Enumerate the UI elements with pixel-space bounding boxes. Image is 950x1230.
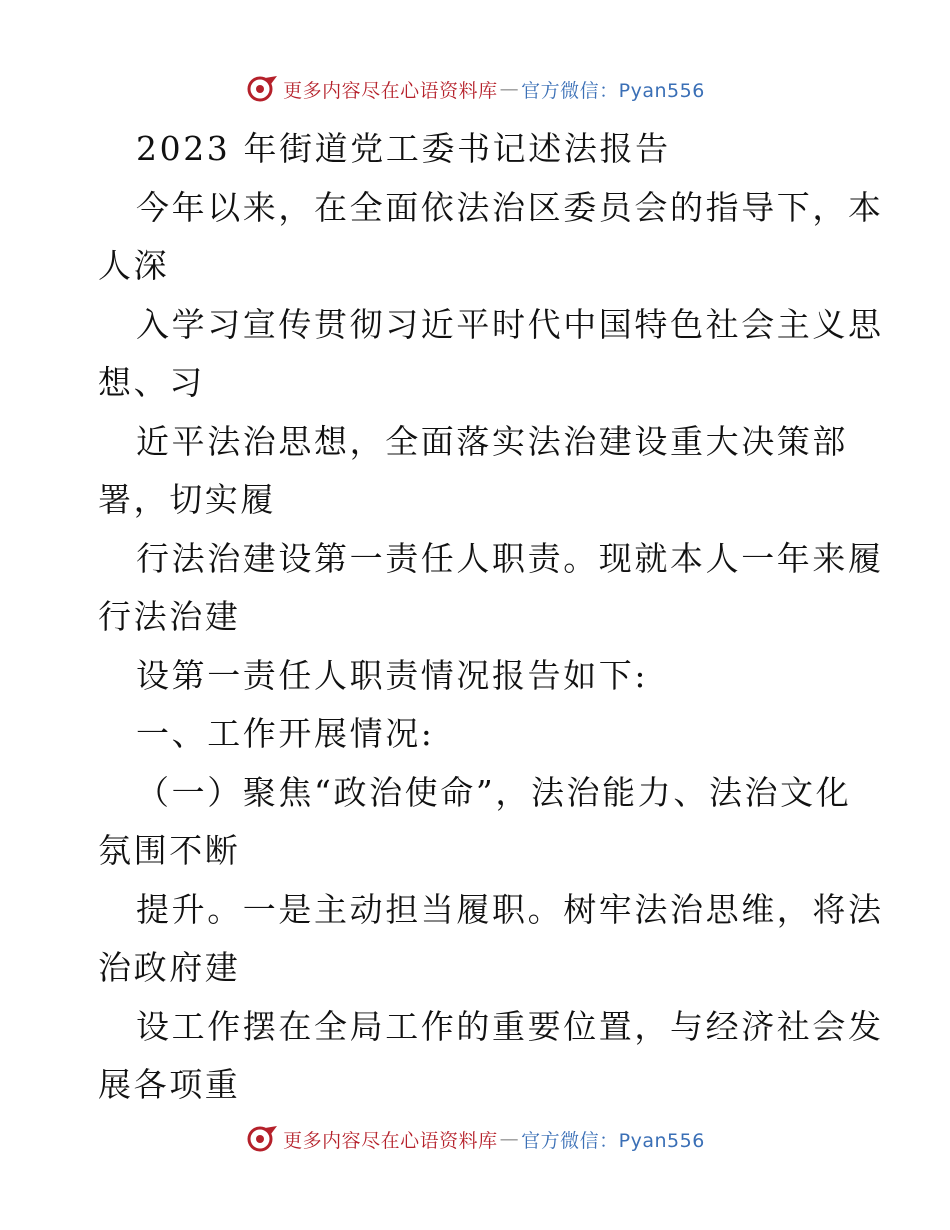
subsection-heading: （一）聚焦“政治使命”，法治能力、法治文化 [136,772,852,812]
doc-line: 行法治建设第一责任人职责。现就本人一年来履 [136,538,884,578]
watermark-dash: — [499,1128,520,1150]
watermark-text: 更多内容尽在心语资料库 [283,79,498,102]
doc-line: 行法治建 [98,597,241,636]
doc-line: 设工作摆在全局工作的重要位置，与经济社会发 [136,1006,884,1046]
header-watermark [0,74,950,104]
doc-line: 今年以来，在全面依法治区委员会的指导下，本 [136,187,884,227]
doc-title: 2023 年街道党工委书记述法报告 [136,129,671,168]
doc-line: 入学习宣传贯彻习近平时代中国特色社会主义思 [136,304,884,344]
doc-line: 展各项重 [98,1065,241,1104]
doc-line: 设第一责任人职责情况报告如下: [136,655,649,695]
watermark-contact: 官方微信：Pyan556 [521,79,705,102]
footer-watermark [0,1124,950,1154]
doc-line: 提升。一是主动担当履职。树牢法治思维，将法 [136,889,884,929]
section-heading: 一、工作开展情况: [136,714,435,753]
brand-logo-icon [245,1124,279,1154]
doc-line: 治政府建 [98,948,241,987]
watermark-contact: 官方微信：Pyan556 [521,1129,705,1152]
brand-logo-icon [245,74,279,104]
doc-line: 人深 [98,246,170,285]
doc-line: 想、习 [98,363,205,402]
doc-line: 署，切实履 [98,480,276,519]
document-body [98,120,884,1115]
doc-line: 近平法治思想，全面落实法治建设重大决策部 [136,421,848,461]
watermark-text: 更多内容尽在心语资料库 [283,1129,498,1152]
watermark-dash: — [499,78,520,100]
doc-line: 氛围不断 [98,831,241,870]
